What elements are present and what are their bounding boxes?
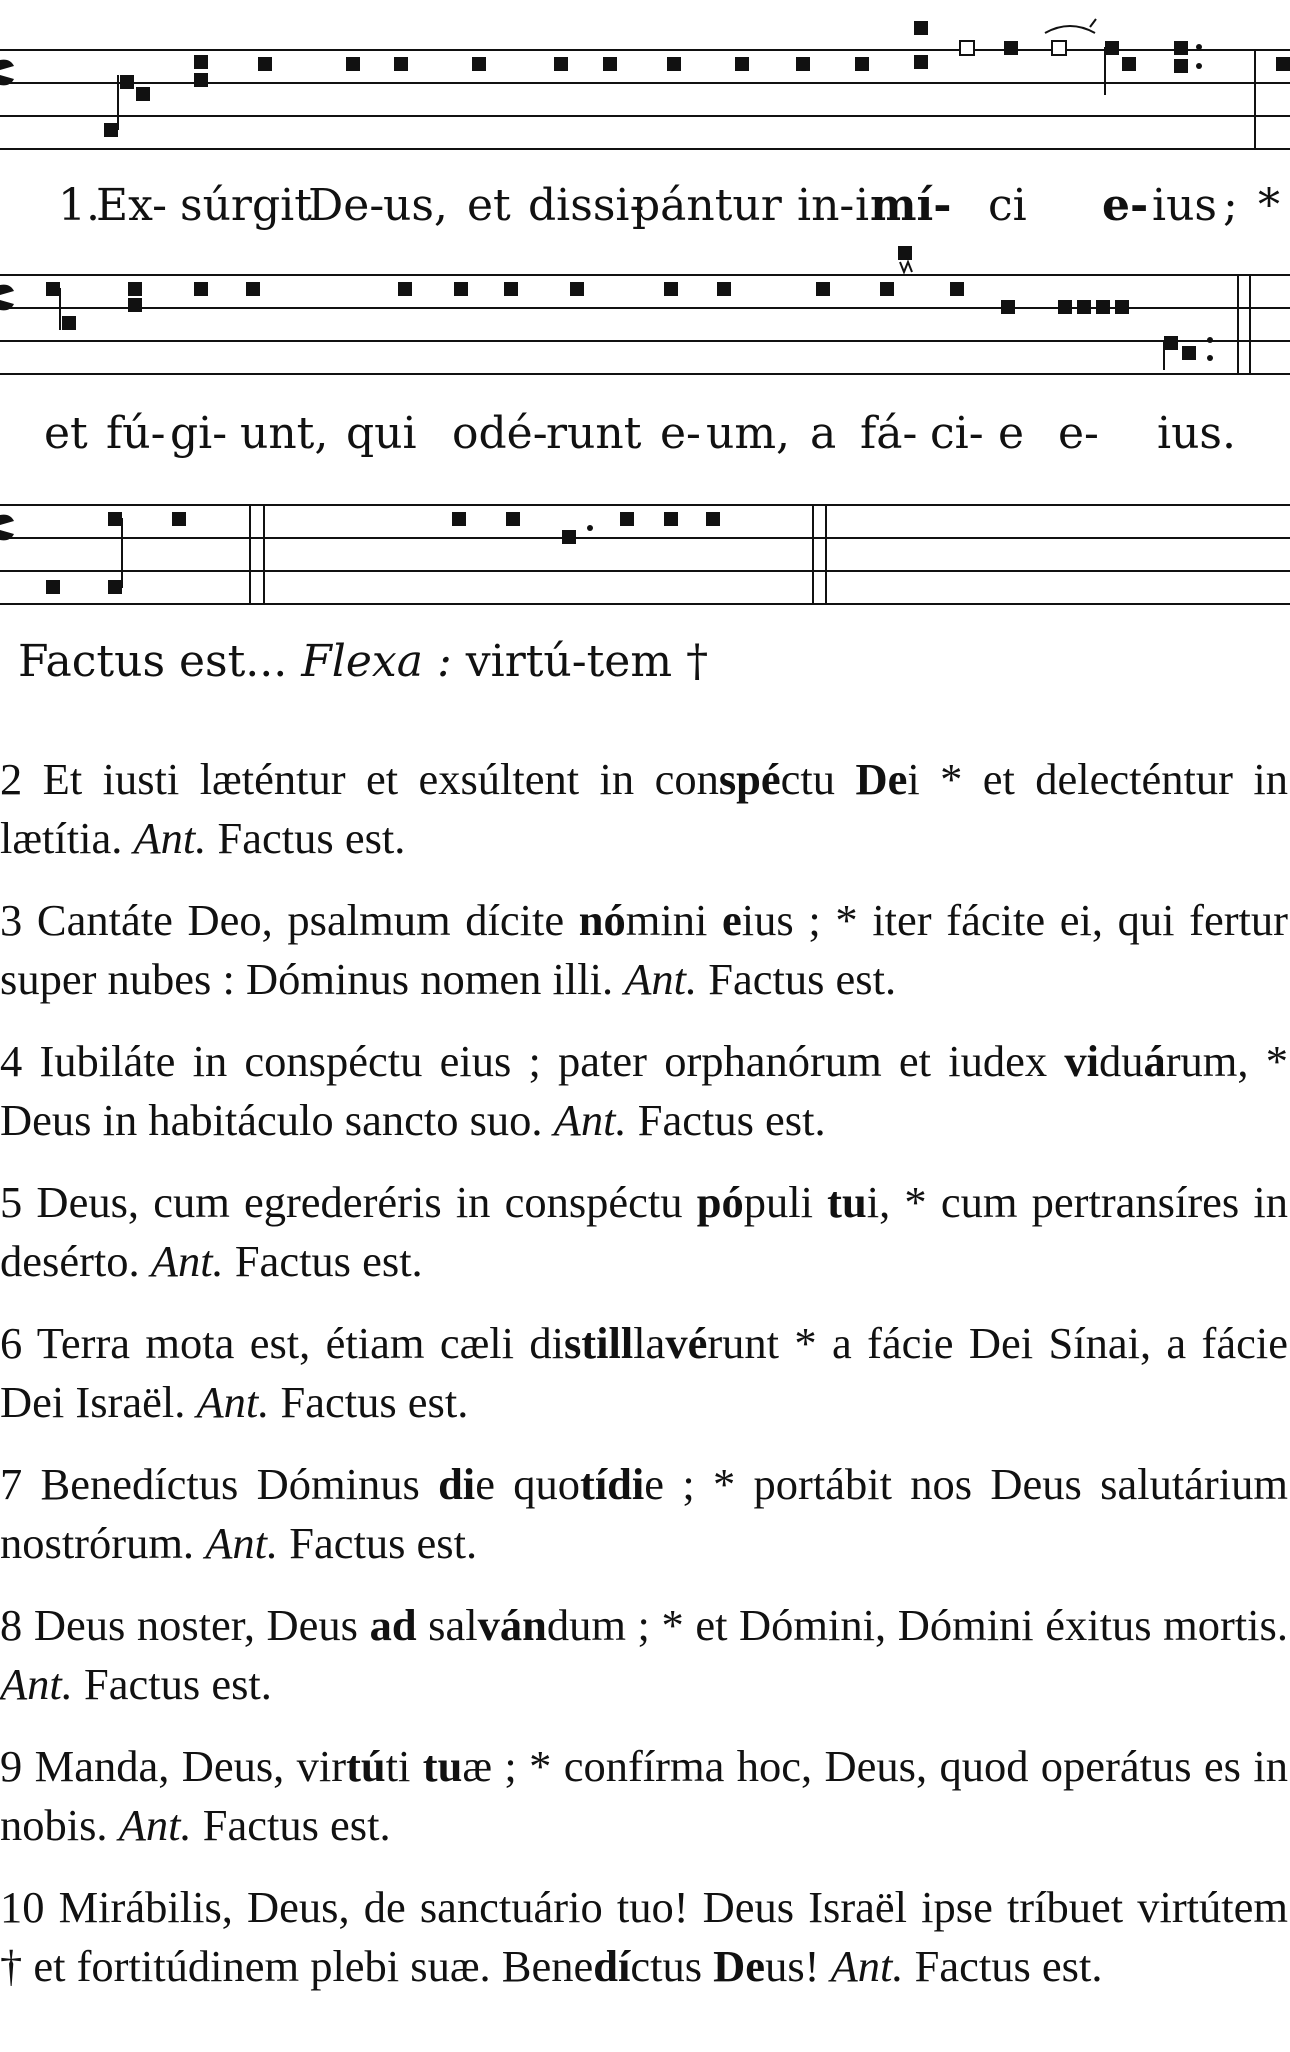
accent-syllable: di xyxy=(438,1459,476,1509)
do-clef-icon xyxy=(0,60,14,86)
verse-text: Factus est. xyxy=(223,1236,423,1286)
syllable: ci xyxy=(988,180,1027,231)
verse xyxy=(0,1173,1288,1291)
syllable: et xyxy=(467,180,511,231)
accent-syllable: pó xyxy=(696,1177,744,1227)
accent-syllable: De xyxy=(713,1941,766,1991)
verse-text: Factus est. xyxy=(278,1518,478,1568)
verse xyxy=(0,750,1288,868)
verse-text: Factus est. xyxy=(206,813,406,863)
verse-text: i, * cum pertransíres in desérto. xyxy=(0,1177,1289,1286)
accent-syllable: vé xyxy=(665,1318,708,1368)
antiphon-label: Ant. xyxy=(830,1941,904,1991)
syllable: us, xyxy=(383,180,448,231)
verse-text: us! xyxy=(765,1941,831,1991)
cross-mark: † xyxy=(686,636,709,687)
syllable: in- xyxy=(797,180,855,231)
syllable: i xyxy=(855,180,870,231)
verse-text: dum ; * et Dómini, Dómini éxitus mortis. xyxy=(546,1600,1288,1650)
verse-text: i * et delecténtur in lætítia. xyxy=(0,754,1288,863)
verse-text: ti xyxy=(385,1741,423,1791)
verse-text: 5 Deus, cum egrederéris in conspéctu xyxy=(0,1177,697,1227)
accent-syllable: ad xyxy=(369,1600,417,1650)
verse xyxy=(0,1737,1288,1855)
accent-syllable: e xyxy=(722,895,742,945)
syllable: um, xyxy=(706,408,791,459)
verse-text: mini xyxy=(625,895,723,945)
syllable: a xyxy=(810,408,837,459)
syllable: unt, xyxy=(240,408,329,459)
accent-syllable: De xyxy=(855,754,908,804)
syllable: * xyxy=(1258,180,1280,231)
verse-text: Factus est. xyxy=(72,1659,272,1709)
refrain-text: Factus est... xyxy=(18,636,288,687)
syllable: fá- xyxy=(860,408,918,459)
syllable: fú- xyxy=(106,408,166,459)
verse-text: Factus est. xyxy=(697,954,897,1004)
syllable: 1. xyxy=(58,180,100,231)
verse-text: 3 Cantáte Deo, psalmum dícite xyxy=(0,895,579,945)
verse xyxy=(0,1455,1288,1573)
antiphon-label: Ant. xyxy=(133,813,207,863)
syllable: runt xyxy=(546,408,642,459)
syllable: e- xyxy=(1102,180,1149,231)
verse-text: 4 Iubiláte in conspéctu eius ; pater orphanórum et iudex xyxy=(0,1036,1065,1086)
syllable: dissi- xyxy=(528,180,645,231)
syllable: De- xyxy=(308,180,385,231)
verse xyxy=(0,1878,1288,1996)
accent-syllable: nó xyxy=(578,895,626,945)
antiphon-label: Ant. xyxy=(624,954,698,1004)
staff-line-3 xyxy=(0,470,1290,610)
syllable: gi- xyxy=(170,408,228,459)
staff-line-1 xyxy=(0,15,1290,155)
verse-text: 7 Benedíctus Dóminus xyxy=(0,1459,439,1509)
antiphon-label: Ant. xyxy=(118,1800,192,1850)
accent-syllable: tídi xyxy=(580,1459,645,1509)
verse-text: e quo xyxy=(475,1459,580,1509)
psalm-verses xyxy=(0,750,1288,2019)
verse xyxy=(0,1596,1288,1714)
verse-text: ius ; * iter fácite ei, qui fertur super nubes : Dóminus nomen illi. xyxy=(0,895,1288,1004)
syllable: ; xyxy=(1223,180,1238,231)
verse-text: runt * a fácie Dei Sínai, a fácie Dei Israël. xyxy=(0,1318,1288,1427)
syllable: Ex- xyxy=(96,180,168,231)
antiphon-label: Ant. xyxy=(150,1236,224,1286)
refrain-flexa-line xyxy=(18,636,708,687)
antiphon-label: Ant. xyxy=(0,1659,73,1709)
verse-text: Factus est. xyxy=(269,1377,469,1427)
verse-text: Factus est. xyxy=(626,1095,826,1145)
syllable: ius. xyxy=(1157,408,1236,459)
verse xyxy=(0,1032,1288,1150)
verse-text: 2 Et iusti læténtur et exsúltent in con xyxy=(0,754,719,804)
accent-syllable: tu xyxy=(827,1177,867,1227)
accent-syllable: tu xyxy=(422,1741,463,1791)
syllable: odé- xyxy=(452,408,548,459)
verse-text: æ ; * confírma hoc, Deus, quod operátus es in nobis. xyxy=(0,1741,1288,1850)
verse-text: Factus est. xyxy=(903,1941,1103,1991)
accent-syllable: á xyxy=(1143,1036,1166,1086)
verse-text: ctu xyxy=(780,754,856,804)
verse xyxy=(0,1314,1288,1432)
verse-text: sal xyxy=(416,1600,478,1650)
syllable: e xyxy=(998,408,1025,459)
verse-text: 10 Mirábilis, Deus, de sanctuário tuo! Deus Israël ipse tríbuet virtútem † et fortitúdinem plebi suæ. Bene xyxy=(0,1882,1288,1991)
syllable: mí- xyxy=(870,180,952,231)
lyrics-line-1 xyxy=(0,180,1290,240)
syllable: pántur xyxy=(632,180,782,231)
accent-syllable: still xyxy=(563,1318,634,1368)
verse-text: du xyxy=(1098,1036,1144,1086)
accent-syllable: ván xyxy=(477,1600,547,1650)
verse-text: 8 Deus noster, Deus xyxy=(0,1600,370,1650)
antiphon-label: Ant. xyxy=(205,1518,279,1568)
syllable: qui xyxy=(346,408,417,459)
verse-text: e ; * portábit nos Deus salutárium nostrórum. xyxy=(0,1459,1288,1568)
lyrics-line-2 xyxy=(0,408,1290,468)
verse-text: ctus xyxy=(630,1941,714,1991)
syllable: ci- xyxy=(930,408,984,459)
syllable: súrgit xyxy=(180,180,312,231)
verse-text: 6 Terra mota est, étiam cæli di xyxy=(0,1318,564,1368)
staff-line-2 xyxy=(0,240,1290,380)
accent-syllable: dí xyxy=(593,1941,631,1991)
syllable: e- xyxy=(660,408,701,459)
flexa-label: Flexa : xyxy=(301,636,452,687)
verse-text: puli xyxy=(743,1177,828,1227)
syllable: e- xyxy=(1058,408,1099,459)
accent-syllable: spé xyxy=(718,754,781,804)
accent-syllable: tú xyxy=(346,1741,386,1791)
verse-text: 9 Manda, Deus, vir xyxy=(0,1741,347,1791)
syllable: et xyxy=(44,408,88,459)
verse-text: la xyxy=(633,1318,666,1368)
verse-text: rum, * Deus in habitáculo sancto suo. xyxy=(0,1036,1288,1145)
do-clef-icon xyxy=(0,515,14,541)
accent-syllable: vi xyxy=(1064,1036,1099,1086)
syllable: ius xyxy=(1152,180,1217,231)
antiphon-label: Ant. xyxy=(553,1095,627,1145)
antiphon-label: Ant. xyxy=(196,1377,270,1427)
verse xyxy=(0,891,1288,1009)
verse-text: Factus est. xyxy=(191,1800,391,1850)
flexa-text: virtú-tem xyxy=(465,636,673,687)
do-clef-icon xyxy=(0,285,14,311)
